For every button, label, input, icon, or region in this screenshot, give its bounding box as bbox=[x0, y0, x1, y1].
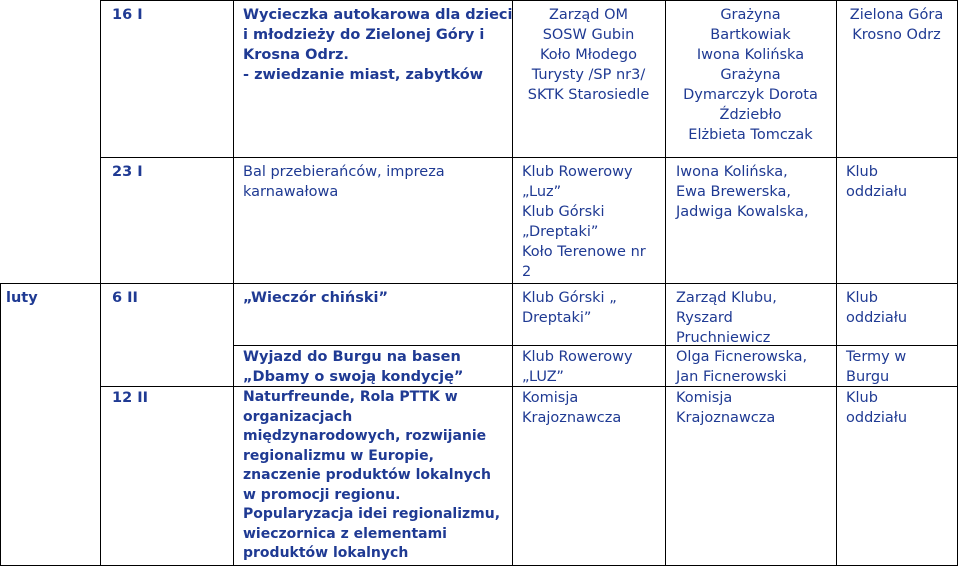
row-date: 12 II bbox=[112, 390, 149, 406]
row-place: Zielona Góra Krosno Odrz bbox=[849, 7, 944, 43]
row-date: 23 I bbox=[112, 164, 143, 180]
row-month: luty bbox=[6, 290, 38, 306]
row-date: 16 I bbox=[112, 7, 143, 23]
row-organizer: Klub Górski „ Dreptaki” bbox=[522, 290, 617, 326]
row-event: Wyjazd do Burgu na basen „Dbamy o swoją kondycję” bbox=[243, 349, 464, 385]
grid-line bbox=[100, 0, 958, 1]
row-place: Termy w Burgu bbox=[846, 349, 907, 385]
row-event: Bal przebierańców, impreza karnawałowa bbox=[243, 164, 445, 200]
row-date: 6 II bbox=[112, 290, 138, 306]
row-responsible: Komisja Krajoznawcza bbox=[676, 390, 776, 426]
row-event: Wycieczka autokarowa dla dzieci i młodzieży do Zielonej Góry i Krosna Odrz. - zwiedzanie miast, zabytków bbox=[243, 7, 513, 83]
row-organizer: Zarząd OM SOSW Gubin Koło Młodego Turysty /SP nr3/ SKTK Starosiedle bbox=[527, 7, 650, 103]
row-responsible: Olga Ficnerowska, Jan Ficnerowski bbox=[676, 349, 808, 385]
row-place: Klub oddziału bbox=[846, 390, 908, 426]
grid-line bbox=[100, 157, 958, 158]
row-responsible: Iwona Kolińska, Ewa Brewerska, Jadwiga Kowalska, bbox=[676, 164, 809, 220]
grid-line bbox=[0, 283, 958, 284]
row-responsible: Zarząd Klubu, Ryszard Pruchniewicz bbox=[676, 290, 777, 346]
row-place: Klub oddziału bbox=[846, 290, 908, 326]
row-organizer: Komisja Krajoznawcza bbox=[522, 390, 622, 426]
grid-line bbox=[233, 345, 958, 346]
row-organizer: Klub Rowerowy „LUZ” bbox=[522, 349, 633, 385]
grid-line bbox=[0, 283, 1, 566]
row-organizer: Klub Rowerowy „Luz” Klub Górski „Dreptaki” Koło Terenowe nr 2 bbox=[522, 164, 646, 280]
row-place: Klub oddziału bbox=[846, 164, 908, 200]
row-responsible: Grażyna Bartkowiak Iwona Kolińska Grażyna Dymarczyk Dorota Ździebło Elżbieta Tomczak bbox=[683, 7, 818, 143]
row-event: „Wieczór chiński” bbox=[243, 290, 388, 306]
row-event: Naturfreunde, Rola PTTK w organizacjach międzynarodowych, rozwijanie regionalizmu w Europie, znaczenie produktów lokalnych w promocji regionu. Popularyzacja idei regionalizmu, wieczornica z elementami produktów lokalnych bbox=[243, 389, 501, 561]
